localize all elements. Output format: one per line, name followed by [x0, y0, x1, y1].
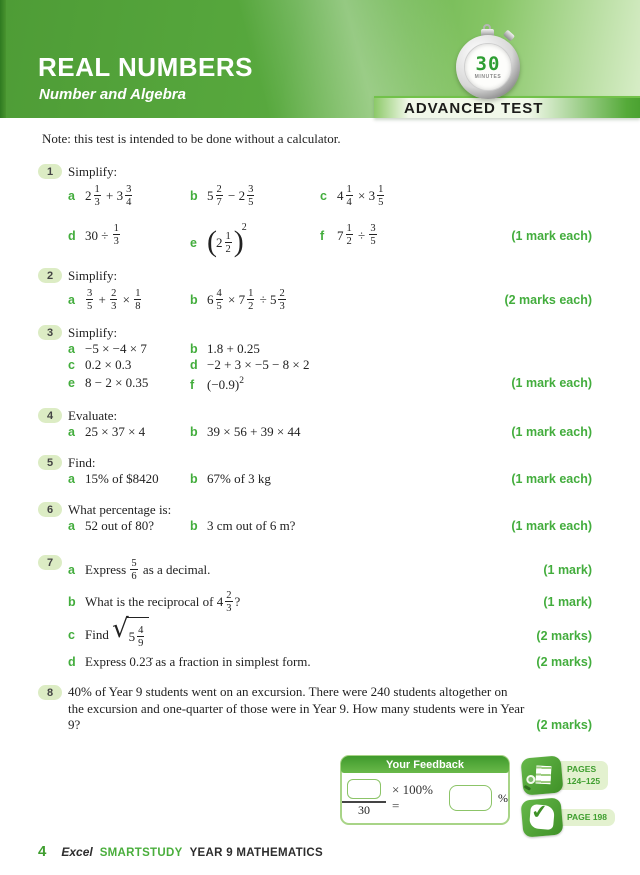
- score-denominator: 30: [358, 802, 370, 817]
- question-parts-row: [68, 341, 592, 357]
- question-stem: Simplify:: [68, 164, 118, 179]
- question-body: [68, 324, 592, 393]
- question-part: [320, 180, 386, 212]
- stopwatch-icon: [455, 24, 521, 100]
- study-pages-ref: [522, 757, 615, 794]
- numerator: 1: [346, 183, 352, 195]
- pages-ref-line2: 124–125: [567, 775, 601, 786]
- numerator: 1: [94, 183, 100, 195]
- marks-label: (1 mark each): [511, 376, 592, 390]
- marks-label: (2 marks): [536, 718, 592, 732]
- denominator: 7: [216, 196, 222, 208]
- question-part: [68, 424, 190, 440]
- part-letter: b: [190, 189, 198, 203]
- question-parts-row: [68, 684, 592, 734]
- question-part: [190, 424, 301, 440]
- questions: [38, 163, 592, 748]
- question-part: [68, 375, 190, 391]
- denominator: 8: [135, 300, 141, 312]
- question-parts-row: [68, 518, 592, 534]
- question-part: [190, 373, 244, 393]
- page-footer: [38, 843, 323, 860]
- part-letter: b: [68, 595, 76, 609]
- part-letter: e: [190, 236, 197, 250]
- test-type-label: ADVANCED TEST: [404, 99, 544, 117]
- superscript: 2: [239, 376, 244, 386]
- math-expression: 67% of 3 kg: [207, 471, 271, 486]
- math-expression: 5 $\frac{2}{7}$ − 2 $\frac{3}{5}$: [207, 183, 254, 208]
- feedback-formula: [342, 773, 508, 823]
- question-part: [190, 471, 271, 487]
- math-expression: [207, 222, 247, 259]
- question-8: [38, 684, 592, 734]
- mixed-number-whole: 3: [116, 188, 124, 203]
- numerator: 4: [216, 287, 222, 299]
- math-expression: 25 × 37 × 4: [85, 424, 146, 439]
- question-parts-row: [68, 284, 592, 316]
- question-parts-row: [68, 212, 592, 259]
- question-parts-row: [68, 373, 592, 393]
- question-part: [190, 341, 260, 357]
- question-6: [38, 501, 592, 534]
- question-body: [68, 267, 592, 316]
- numerator: 3: [126, 183, 132, 195]
- question-part: [68, 341, 190, 357]
- math-expression: What is the reciprocal of 4 $\frac{2}{3}$ ?: [85, 589, 241, 614]
- numerator: 1: [225, 230, 231, 242]
- document-glyph: [532, 761, 554, 788]
- question-part: [190, 180, 320, 212]
- math-expression: −5 × −4 × 7: [85, 341, 147, 356]
- math-expression: 30 ÷ $\frac{1}{3}$: [85, 223, 119, 248]
- question-number-badge: 1: [38, 164, 62, 179]
- percent-sign: %: [498, 790, 508, 805]
- question-4: [38, 407, 592, 440]
- fraction: [346, 185, 353, 208]
- superscript: 2: [241, 222, 247, 233]
- mixed-number-whole: 5: [207, 188, 214, 203]
- marks-label: (1 mark each): [511, 519, 592, 533]
- question-part: [68, 654, 311, 670]
- question-stem: Simplify:: [68, 268, 118, 283]
- mixed-number-whole: 4: [216, 594, 224, 609]
- question-stem: Evaluate:: [68, 408, 118, 423]
- fraction: [94, 185, 101, 208]
- formula-text: × 100% =: [392, 782, 433, 813]
- question-number-badge: 3: [38, 325, 62, 340]
- question-part: [68, 586, 240, 618]
- part-letter: f: [320, 228, 325, 243]
- marks-label: (1 mark): [543, 563, 592, 577]
- numerator: 1: [378, 183, 384, 195]
- fraction: [86, 289, 93, 312]
- part-letter: a: [68, 472, 75, 486]
- denominator: 3: [111, 300, 117, 312]
- percent-write-in-box: [449, 785, 492, 811]
- question-part: [68, 518, 190, 534]
- fraction: [134, 289, 141, 312]
- calculator-note: Note: this test is intended to be done without a calculator.: [42, 131, 341, 146]
- question-number-badge: 6: [38, 502, 62, 517]
- question-number-badge: 7: [38, 555, 62, 570]
- fraction: [130, 559, 137, 582]
- part-letter: b: [190, 425, 198, 439]
- question-7: [38, 554, 592, 670]
- math-expression: 39 × 56 + 39 × 44: [207, 424, 301, 439]
- question-3: [38, 324, 592, 393]
- fraction: [225, 591, 232, 614]
- numerator: 2: [216, 183, 222, 195]
- marks-label: (2 marks each): [504, 293, 592, 307]
- math-expression: 2 $\frac{1}{3}$ + 3 $\frac{3}{4}$: [85, 183, 132, 208]
- math-expression: 8 − 2 × 0.35: [85, 375, 149, 390]
- part-letter: c: [68, 627, 75, 642]
- fraction: [110, 289, 117, 312]
- denominator: 3: [226, 602, 232, 614]
- math-expression: 4 $\frac{1}{4}$ × 3 $\frac{1}{5}$: [337, 183, 384, 208]
- feedback-zone: [340, 755, 634, 836]
- marks-label: (1 mark each): [511, 425, 592, 439]
- question-parts-row: [68, 180, 592, 212]
- denominator: 4: [126, 196, 132, 208]
- numerator: 5: [131, 557, 137, 569]
- denominator: 6: [131, 570, 137, 582]
- denominator: 3: [113, 236, 119, 248]
- math-expression: 15% of $8420: [85, 471, 159, 486]
- part-letter: c: [68, 358, 75, 372]
- marks-label: (1 mark each): [511, 472, 592, 486]
- fraction: [216, 289, 223, 312]
- question-part: [68, 471, 190, 487]
- question-part: [190, 357, 310, 373]
- timer-minutes-value: 30: [475, 52, 501, 75]
- brand-excel: Excel: [61, 845, 93, 859]
- math-expression: Express $\frac{5}{6}$ as a decimal.: [85, 557, 211, 582]
- marks-label: (1 mark): [543, 595, 592, 609]
- fraction: [278, 289, 285, 312]
- numerator: 1: [248, 287, 254, 299]
- big-paren: (: [207, 225, 216, 259]
- mixed-number-whole: 7: [337, 227, 344, 243]
- part-letter: a: [68, 563, 75, 577]
- math-expression: $(-0.9)^2$: [207, 376, 244, 392]
- math-expression: 52 out of 80?: [85, 518, 154, 533]
- magnifier-handle: [524, 785, 531, 791]
- page-spine-strip: [0, 0, 6, 118]
- math-expression: 40% of Year 9 students went on an excursion. There were 240 students altogether on the excursion and one-quarter of those were in Year 9. How many students were in Year 9?: [68, 684, 525, 732]
- question-parts-row: [68, 554, 592, 586]
- question-body: [68, 684, 592, 734]
- fraction: [125, 185, 132, 208]
- denominator: 5: [370, 236, 376, 248]
- numerator: 3: [87, 287, 93, 299]
- marks-label: (1 mark each): [511, 228, 592, 243]
- part-letter: b: [190, 519, 198, 533]
- numerator: 2: [279, 287, 285, 299]
- fraction: [225, 232, 232, 255]
- stopwatch-body: [456, 35, 520, 99]
- part-letter: f: [190, 378, 195, 392]
- question-5: [38, 454, 592, 487]
- fraction: [247, 289, 254, 312]
- math-expression: Express 0.23̇ as a fraction in simplest form.: [85, 654, 311, 669]
- denominator: 3: [279, 300, 285, 312]
- part-letter: a: [68, 519, 75, 533]
- stopwatch-face: [464, 43, 512, 91]
- question-parts-row: [68, 614, 592, 654]
- mixed-number-whole: 4: [337, 188, 344, 203]
- numerator: 1: [135, 287, 141, 299]
- math-expression: −2 + 3 × −5 − 8 × 2: [207, 357, 310, 372]
- part-letter: d: [190, 358, 198, 372]
- mixed-number-whole: 2: [216, 235, 223, 250]
- question-stem: Find:: [68, 455, 96, 470]
- denominator: 4: [346, 196, 352, 208]
- mixed-number-whole: 6: [207, 292, 214, 307]
- checkmark-icon: [520, 797, 563, 837]
- mixed-number-whole: 2: [238, 188, 246, 203]
- question-part: [190, 212, 320, 259]
- radicand: [127, 617, 150, 653]
- feedback-fraction: [342, 779, 386, 817]
- question-stem: Simplify:: [68, 325, 118, 340]
- math-expression: 0.2 × 0.3: [85, 357, 132, 372]
- denominator: 5: [248, 196, 254, 208]
- fraction: [216, 185, 223, 208]
- fraction: [369, 224, 376, 247]
- feedback-title: Your Feedback: [341, 756, 509, 773]
- question-parts-row: [68, 357, 592, 373]
- question-part: [68, 614, 149, 654]
- math-expression: $\frac{3}{5}$ + $\frac{2}{3}$ × $\frac{1}{8}$: [87, 287, 141, 312]
- question-number-badge: 8: [38, 685, 62, 700]
- part-letter: a: [68, 342, 75, 356]
- question-2: [38, 267, 592, 316]
- page-number: 4: [38, 843, 47, 860]
- big-paren: ): [233, 225, 243, 259]
- part-letter: b: [190, 342, 198, 356]
- question-stem: What percentage is:: [68, 502, 172, 517]
- mixed-number-whole: 5: [269, 292, 277, 307]
- question-part: [68, 284, 190, 316]
- answers-page-ref: [522, 799, 615, 836]
- denominator: 5: [378, 196, 384, 208]
- fraction: [137, 626, 144, 649]
- math-expression: Find √ 5 $\frac{4}{9}$: [85, 627, 149, 642]
- brand-series: YEAR 9 MATHEMATICS: [189, 847, 323, 859]
- page-subtitle: Number and Algebra: [39, 86, 186, 103]
- question-number-badge: 4: [38, 408, 62, 423]
- question-part: [190, 518, 295, 534]
- question-part: [190, 284, 288, 316]
- question-parts-row: [68, 654, 592, 670]
- denominator: 3: [94, 196, 100, 208]
- question-part: [68, 357, 190, 373]
- page-reference-icons: [522, 755, 615, 836]
- mixed-number-whole: 2: [85, 188, 92, 203]
- math-expression: 7 $\frac{1}{2}$ ÷ $\frac{3}{5}$: [337, 223, 376, 248]
- pages-ref-line1: PAGES: [567, 764, 597, 775]
- part-letter: d: [68, 228, 76, 243]
- question-parts-row: [68, 424, 592, 440]
- brand-smartstudy: SMARTSTUDY: [99, 847, 183, 859]
- part-letter: a: [68, 189, 75, 203]
- marks-label: (2 marks): [536, 629, 592, 643]
- numerator: 3: [248, 183, 254, 195]
- part-letter: b: [190, 472, 198, 486]
- math-expression: 1.8 + 0.25: [207, 341, 260, 356]
- timer-minutes-unit: MINUTES: [474, 73, 502, 80]
- mixed-number-whole: 3: [368, 188, 376, 203]
- check-glyph: ✔: [530, 800, 549, 824]
- part-letter: e: [68, 376, 75, 390]
- question-part: [68, 554, 210, 586]
- question-part: [68, 180, 190, 212]
- question-parts-row: [68, 586, 592, 618]
- fraction: [346, 224, 353, 247]
- your-feedback-box: [340, 755, 510, 825]
- part-letter: a: [68, 425, 75, 439]
- question-number-badge: 2: [38, 268, 62, 283]
- denominator: 5: [216, 300, 222, 312]
- denominator: 2: [346, 236, 352, 248]
- question-1: [38, 163, 592, 259]
- question-body: [68, 454, 592, 487]
- answers-ref-line1: PAGE 198: [567, 811, 608, 822]
- question-part: [68, 684, 526, 734]
- marks-label: (2 marks): [536, 655, 592, 669]
- document-magnifier-icon: [520, 755, 563, 795]
- part-letter: d: [68, 655, 76, 669]
- question-body: [68, 501, 592, 534]
- denominator: 2: [225, 243, 231, 255]
- numerator: 1: [346, 223, 352, 235]
- denominator: 9: [138, 637, 144, 649]
- numerator: 2: [111, 287, 117, 299]
- numerator: 4: [138, 624, 144, 636]
- numerator: 3: [370, 223, 376, 235]
- fraction: [113, 224, 120, 247]
- page-title: REAL NUMBERS: [38, 52, 253, 82]
- part-letter: a: [68, 293, 75, 307]
- question-body: [68, 163, 592, 259]
- math-expression: 6 $\frac{4}{5}$ × 7 $\frac{1}{2}$ ÷ 5 $\frac{2}{3}$: [207, 287, 285, 312]
- question-body: [68, 554, 592, 670]
- denominator: 2: [248, 300, 254, 312]
- mixed-number-whole: 7: [238, 292, 246, 307]
- question-part: [68, 220, 190, 252]
- fraction: [377, 185, 384, 208]
- score-write-in-box: [347, 779, 381, 799]
- mixed-number-whole: 5: [128, 629, 136, 644]
- fraction: [247, 185, 254, 208]
- question-part: [320, 220, 379, 252]
- numerator: 2: [226, 589, 232, 601]
- question-parts-row: [68, 471, 592, 487]
- denominator: 5: [87, 300, 93, 312]
- header-banner: [0, 0, 640, 118]
- radical-sign: √: [112, 614, 129, 644]
- part-letter: c: [320, 189, 327, 203]
- part-letter: b: [190, 293, 198, 307]
- question-number-badge: 5: [38, 455, 62, 470]
- numerator: 1: [113, 223, 119, 235]
- question-body: [68, 407, 592, 440]
- math-expression: 3 cm out of 6 m?: [207, 518, 296, 533]
